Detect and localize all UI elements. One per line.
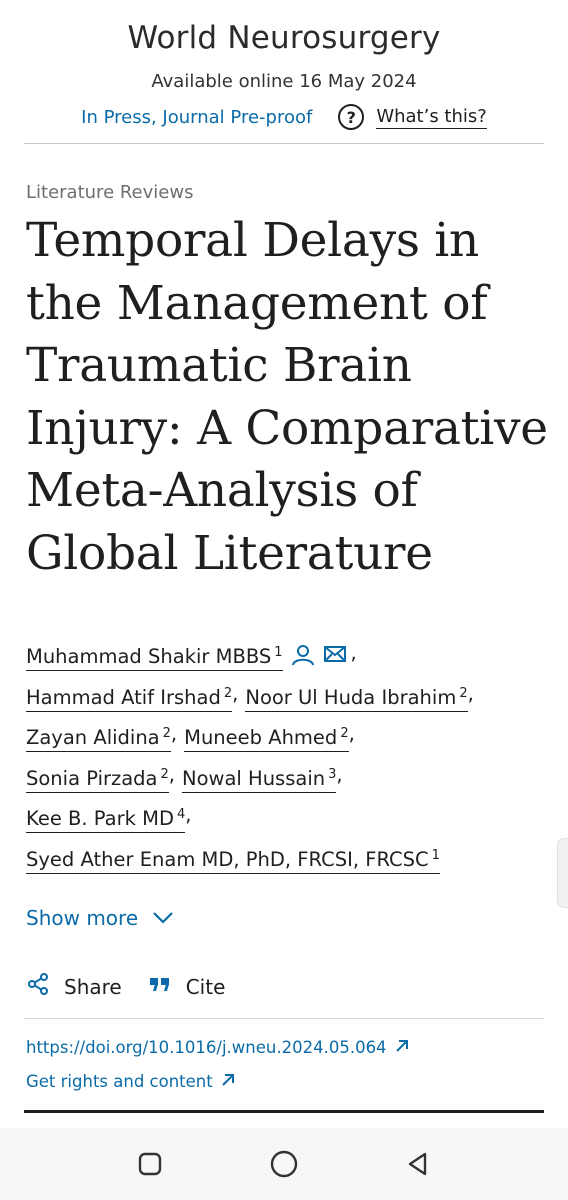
quote-icon[interactable]: [148, 974, 172, 999]
share-button[interactable]: Share: [64, 974, 122, 999]
actions-divider: [24, 1018, 544, 1019]
question-circle-icon[interactable]: ?: [338, 104, 364, 130]
author-separator: ,: [348, 722, 355, 745]
author-link[interactable]: Muneeb Ahmed $^2$: [184, 721, 348, 752]
person-icon[interactable]: [291, 644, 315, 671]
rights-link[interactable]: [26, 1072, 235, 1091]
author-link[interactable]: Muhammad Shakir MBBS $^1$: [26, 640, 283, 671]
article-status-row: [0, 104, 568, 130]
author-separator: ,: [336, 762, 343, 786]
author-separator: ,: [467, 681, 474, 705]
author-row: [26, 762, 556, 803]
author-separator: ,: [170, 722, 178, 745]
cite-button[interactable]: Cite: [185, 974, 226, 999]
doi-label: https://doi.org/10.1016/j.wneu.2024.05.064: [26, 1038, 387, 1057]
author-link[interactable]: Sonia Pirzada $^2$: [26, 762, 169, 793]
rights-label: Get rights and content: [26, 1072, 213, 1091]
back-icon[interactable]: [402, 1148, 434, 1180]
envelope-icon[interactable]: [323, 644, 347, 669]
article-actions: [26, 972, 225, 1001]
author-link[interactable]: Kee B. Park MD $^4$: [26, 802, 185, 833]
content-divider: [24, 1110, 544, 1113]
article-section: Literature Reviews: [26, 182, 194, 203]
author-separator: ,: [232, 681, 239, 705]
external-arrow-icon: [395, 1038, 409, 1057]
share-icon[interactable]: [26, 972, 50, 1001]
author-row: [26, 843, 556, 884]
system-navigation-bar: [0, 1128, 568, 1200]
show-more-label: Show more: [26, 906, 139, 930]
author-row: [26, 640, 556, 681]
author-link[interactable]: Noor Ul Huda Ibrahim $^2$: [245, 681, 467, 712]
author-list: [26, 640, 556, 883]
author-separator: ,: [185, 803, 192, 826]
header-divider: [24, 143, 544, 144]
doi-link[interactable]: [26, 1038, 409, 1057]
home-icon[interactable]: [268, 1148, 300, 1180]
external-arrow-icon: [221, 1072, 235, 1091]
chevron-down-icon: [152, 906, 174, 930]
whats-this-link[interactable]: What’s this?: [376, 105, 487, 127]
scroll-handle[interactable]: [557, 838, 568, 908]
author-link[interactable]: Syed Ather Enam MD, PhD, FRCSI, FRCSC $^1$: [26, 843, 440, 874]
author-row: [26, 721, 556, 762]
author-link[interactable]: Nowal Hussain $^3$: [182, 762, 336, 793]
availability-date: Available online 16 May 2024: [151, 71, 417, 92]
author-row: [26, 802, 556, 843]
author-link[interactable]: Hammad Atif Irshad $^2$: [26, 681, 232, 712]
article-title: Temporal Delays in the Management of Traumatic Brain Injury: A Comparative Meta-Analysis of Global Literature: [26, 213, 548, 581]
show-more-button[interactable]: [26, 906, 174, 930]
author-row: [26, 681, 556, 722]
author-separator: ,: [168, 762, 175, 786]
journal-status-link[interactable]: In Press, Journal Pre-proof: [81, 106, 313, 128]
author-link[interactable]: Zayan Alidina $^2$: [26, 721, 171, 752]
recent-apps-icon[interactable]: [134, 1148, 166, 1180]
author-separator: ,: [350, 641, 357, 664]
journal-title[interactable]: World Neurosurgery: [127, 20, 441, 56]
